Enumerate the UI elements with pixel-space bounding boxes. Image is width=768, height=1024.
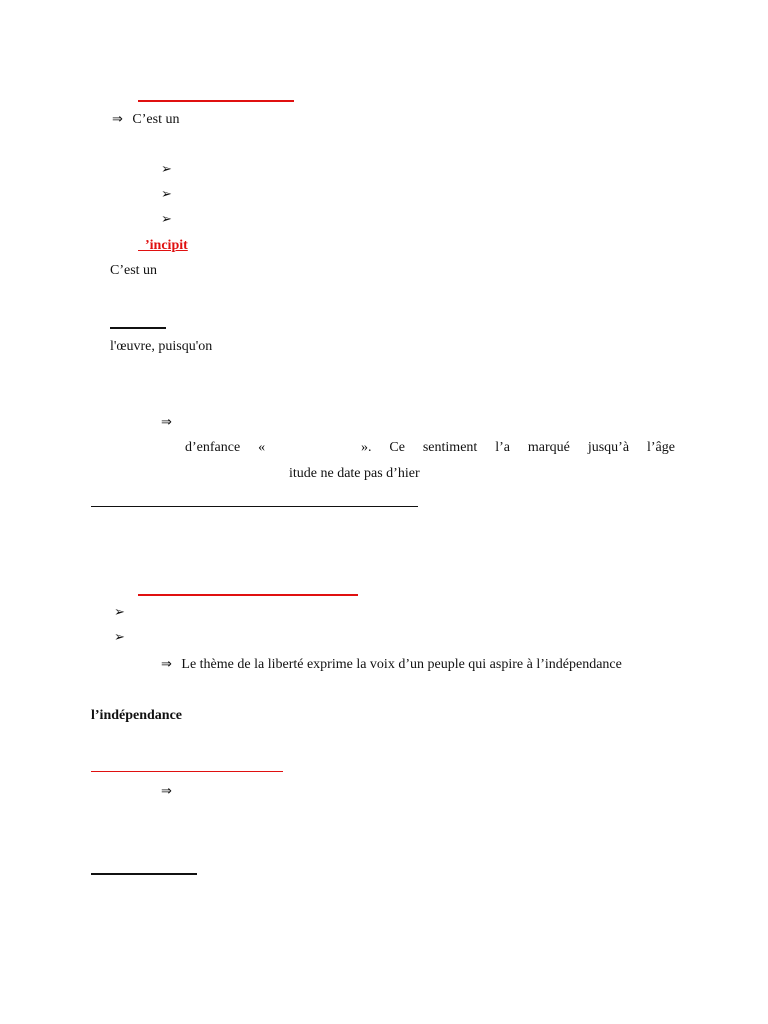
incipit-heading-text: ’incipit <box>145 238 188 253</box>
justified-line <box>185 440 675 456</box>
red-heading-underline <box>138 100 294 102</box>
bold-term: l’indépendance <box>91 708 183 723</box>
word: l’a <box>495 440 510 455</box>
black-heading-underline <box>91 873 197 875</box>
arrowhead-bullet-icon: ➢ <box>114 630 125 645</box>
word: l’âge <box>646 440 675 455</box>
implies-text: Le thème de la liberté exprime la voix d’un peuple qui aspire à l’indépendance <box>181 657 622 672</box>
implies-arrow-icon: ⇒ <box>161 657 172 672</box>
horizontal-divider <box>91 506 418 507</box>
intro-text: C’est un <box>110 263 158 278</box>
implies-line <box>112 112 179 128</box>
arrowhead-bullet-icon: ➢ <box>114 605 125 620</box>
arrowhead-bullet-icon: ➢ <box>161 162 172 177</box>
implies-arrow-icon: ⇒ <box>161 415 172 430</box>
incipit-heading <box>138 238 188 254</box>
line-end-text: itude ne date pas d’hier <box>289 466 420 481</box>
black-heading-underline <box>110 327 166 329</box>
arrowhead-bullet-icon: ➢ <box>161 187 172 202</box>
implies-arrow-icon: ⇒ <box>112 112 123 127</box>
word: sentiment <box>422 440 478 455</box>
word: « <box>258 440 266 455</box>
red-heading-underline <box>91 771 283 772</box>
implies-text: C’est un <box>132 112 180 127</box>
arrowhead-bullet-icon: ➢ <box>161 212 172 227</box>
oeuvre-fragment: l'œuvre, puisqu'on <box>110 339 213 354</box>
word: d’enfance <box>185 440 241 455</box>
word: ». <box>360 440 372 455</box>
red-heading-underline <box>138 594 358 596</box>
implies-arrow-icon: ⇒ <box>161 784 172 799</box>
word: Ce <box>389 440 405 455</box>
word-gap <box>283 440 343 456</box>
word: marqué <box>527 440 570 455</box>
word: jusqu’à <box>587 440 630 455</box>
implies-line <box>161 657 622 673</box>
